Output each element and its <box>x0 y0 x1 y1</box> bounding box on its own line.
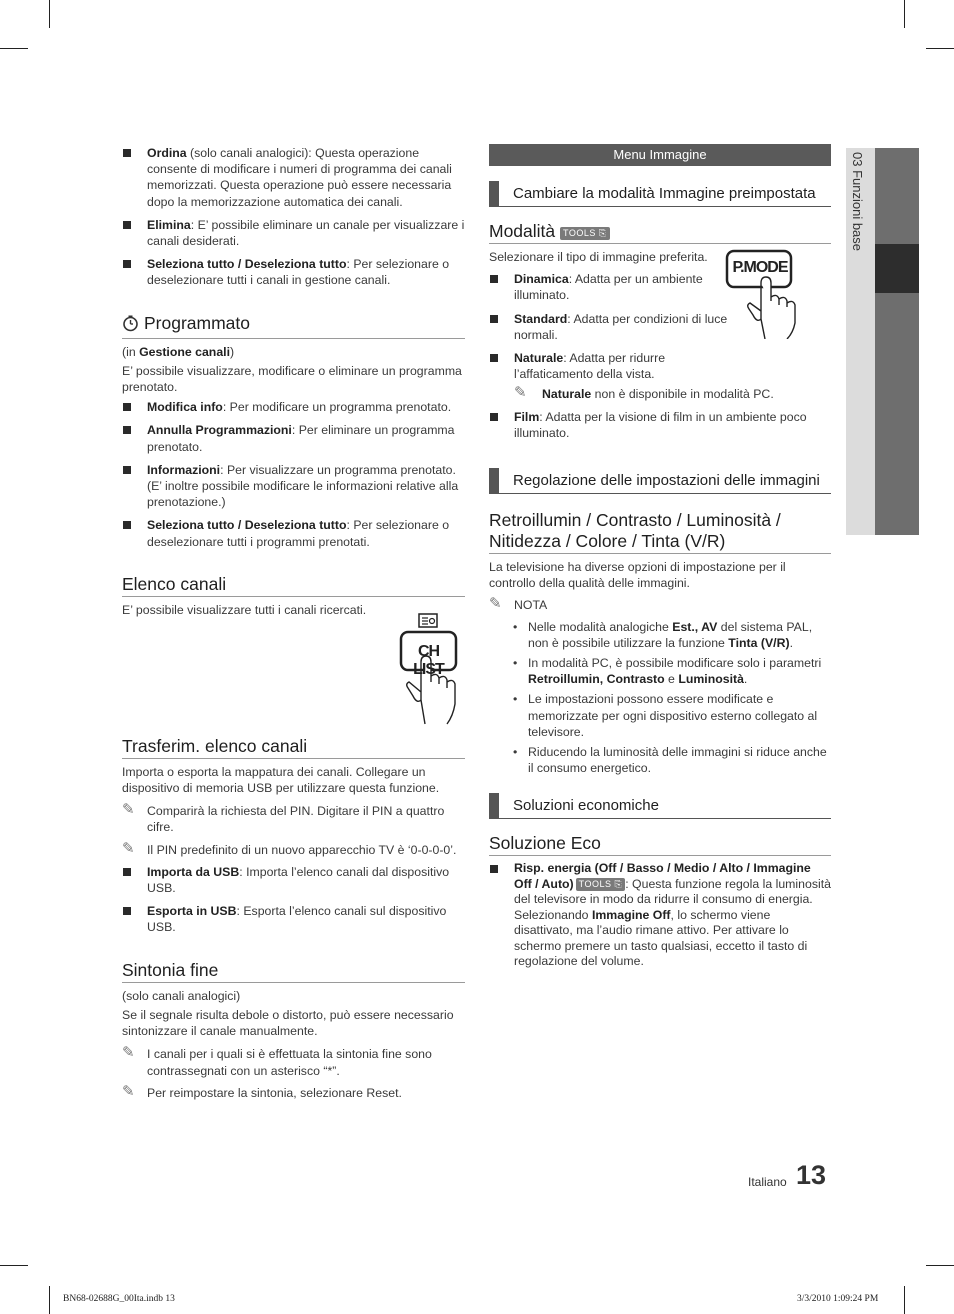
intro-text: Selezionare il tipo di immagine preferita. <box>489 250 708 264</box>
crop-mark <box>904 0 905 28</box>
chapter-tab-block <box>875 148 919 244</box>
crop-mark <box>904 1286 905 1314</box>
tools-badge: TOOLS ⎘ <box>560 227 610 240</box>
note-header: ✎ NOTA <box>489 595 548 613</box>
section-title-programmato: Programmato <box>122 313 465 339</box>
pencil-icon: ✎ <box>122 839 135 857</box>
bullet-item: • Riducendo la luminosità delle immagini si riduce anche il consumo energetico. <box>513 745 827 776</box>
note: ✎ Naturale non è disponibile in modalità PC. <box>514 384 774 402</box>
body-text: E’ possibile visualizzare tutti i canali ricercati. <box>122 602 367 617</box>
list-item: Ordina (solo canali analogici): Questa operazione consente di modificare i numeri di programma dei canali memorizzati. Questa operazione può essere necessaria dopo la memorizzazione automatica dei canali. <box>122 145 465 210</box>
ch-list-button: CH LIST <box>413 642 444 678</box>
bullet-item: • Nelle modalità analogiche Est., AV del sistema PAL, non è possibile utilizzare la funzione Tinta (V/R). <box>513 619 813 650</box>
bullet-item: • Le impostazioni possono essere modificate e memorizzate per ogni dispositivo esterno collegato al televisore. <box>513 692 818 739</box>
list-item: Esporta in USB: Esporta l’elenco canali sul dispositivo USB. <box>122 903 465 935</box>
note: ✎ Il PIN predefinito di un nuovo apparecchio TV è ‘0-0-0-0’. <box>122 839 457 857</box>
context-text: (in Gestione canali) <box>122 344 235 359</box>
file-info: BN68-02688G_00Ita.indb 13 <box>63 1294 175 1304</box>
pencil-icon: ✎ <box>122 801 135 819</box>
list-item: Elimina: E’ possibile eliminare un canale per visualizzare i canali desiderati. <box>122 217 465 249</box>
list-item: Film: Adatta per la visione di film in un ambiente poco illuminato. <box>489 409 831 441</box>
note: ✎ Per reimpostare la sintonia, selezionare Reset. <box>122 1082 402 1100</box>
note: ✎ Comparirà la richiesta del PIN. Digitare il PIN a quattro cifre. <box>122 801 445 835</box>
list-item: Annulla Programmazioni: Per eliminare un programma prenotato. <box>122 422 465 454</box>
page-number: 13 <box>796 1160 827 1190</box>
clock-icon <box>122 315 139 337</box>
chapter-tab-block <box>875 293 919 535</box>
chapter-label: 03 Funzioni base <box>850 152 865 252</box>
crop-mark <box>49 0 50 28</box>
pencil-icon: ✎ <box>514 384 527 402</box>
chapter-tab-active <box>875 244 919 293</box>
crop-mark <box>0 1265 28 1266</box>
right-column <box>489 144 831 977</box>
subsection-title: Cambiare la modalità Immagine preimpostata <box>489 181 831 207</box>
list-item: Risp. energia (Off / Basso / Medio / Alto / Immagine Off / Auto) TOOLS ⎘ : Questa funzione regola la luminosità del televisore in modo da ridurre il consumo di energia. Selezionando Immagine Off, lo schermo viene disattivato, ma l’audio rimane attivo. Per attivare lo schermo premere un tasto qualsiasi, eccetto il tasto di regolazione del volume. <box>489 861 831 970</box>
tools-badge: TOOLS ⎘ <box>576 878 626 891</box>
list-item: Modifica info: Per modificare un programma prenotato. <box>122 399 465 415</box>
bullet-item: • In modalità PC, è possibile modificare solo i parametri Retroillumin, Contrasto e Luminosità. <box>513 656 822 687</box>
crop-mark <box>0 48 28 49</box>
subsection-title: Regolazione delle impostazioni delle immagini <box>489 468 831 494</box>
section-title-soluzione-eco: Soluzione Eco <box>489 833 831 856</box>
intro-text: E’ possibile visualizzare, modificare o eliminare un programma prenotato. <box>122 363 462 395</box>
list-item: Seleziona tutto / Deseleziona tutto: Per selezionare o deselezionare tutti i programmi prenotati. <box>122 517 465 549</box>
pencil-icon: ✎ <box>489 595 502 613</box>
language-label: Italiano <box>748 1175 787 1189</box>
left-column <box>122 145 465 1107</box>
list-item: Standard: Adatta per condizioni di luce normali. <box>489 311 739 343</box>
menu-title-bar: Menu Immagine <box>489 144 831 166</box>
ch-list-remote-icon <box>399 612 469 727</box>
subsection-title: Soluzioni economiche <box>489 793 831 819</box>
section-title-elenco-canali: Elenco canali <box>122 574 465 597</box>
list-item: Seleziona tutto / Deseleziona tutto: Per selezionare o deselezionare tutti i canali in gestione canali. <box>122 256 465 288</box>
section-title-sintonia: Sintonia fine <box>122 960 465 983</box>
list-item: Informazioni: Per visualizzare un programma prenotato. (E’ inoltre possibile modificare le informazioni relative alla prenotazione.) <box>122 462 465 511</box>
list-item: Dinamica: Adatta per un ambiente illuminato. <box>489 271 734 303</box>
modalita-block <box>489 249 831 441</box>
intro-text: La televisione ha diverse opzioni di impostazione per il controllo della qualità delle immagini. <box>489 560 786 591</box>
list-item: Importa da USB: Importa l’elenco canali dal dispositivo USB. <box>122 864 465 896</box>
section-title-modalita: Modalità TOOLS ⎘ <box>489 221 831 244</box>
p-mode-remote-icon <box>725 249 821 339</box>
intro-text: Se il segnale risulta debole o distorto, può essere necessario sintonizzare il canale manualmente. <box>122 1007 454 1039</box>
p-mode-button: P.MODE <box>732 259 788 276</box>
note: ✎ I canali per i quali si è effettuata la sintonia fine sono contrassegnati con un asterisco “*”. <box>122 1044 432 1078</box>
pencil-icon: ✎ <box>122 1044 135 1062</box>
intro-text: Importa o esporta la mappatura dei canali. Collegare un dispositivo di memoria USB per utilizzare questa funzione. <box>122 764 440 796</box>
context-text: (solo canali analogici) <box>122 988 241 1003</box>
pencil-icon: ✎ <box>122 1082 135 1100</box>
section-title-trasferim: Trasferim. elenco canali <box>122 736 465 759</box>
crop-mark <box>926 48 954 49</box>
section-title-retroillumin: Retroillumin / Contrasto / Luminosità / Nitidezza / Colore / Tinta (V/R) <box>489 510 831 554</box>
list-item: Naturale: Adatta per ridurre l’affaticamento della vista. <box>489 350 734 382</box>
print-date: 3/3/2010 1:09:24 PM <box>797 1294 879 1304</box>
crop-mark <box>926 1265 954 1266</box>
elenco-block <box>122 602 465 730</box>
crop-mark <box>49 1286 50 1314</box>
